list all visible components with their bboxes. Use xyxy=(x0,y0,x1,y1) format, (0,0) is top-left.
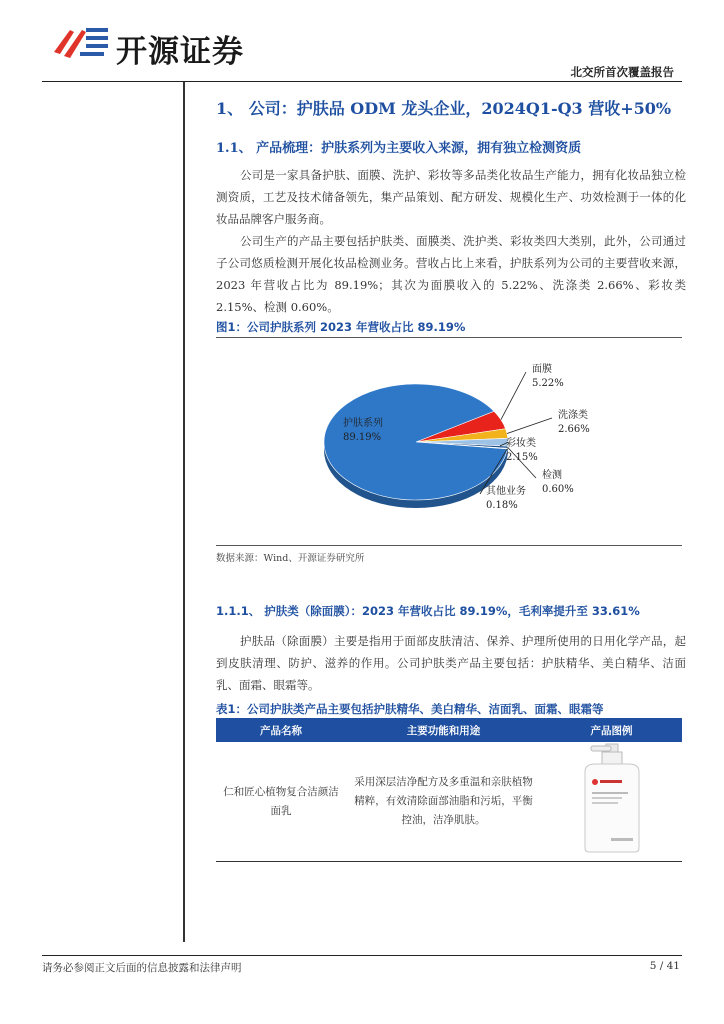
figure-caption: 图1：公司护肤系列 2023 年营收占比 89.19% xyxy=(216,320,466,334)
header-rule xyxy=(42,81,682,82)
col-header-image: 产品图例 xyxy=(541,718,682,742)
pie-leader-line xyxy=(501,372,526,420)
paragraph-text: 公司是一家具备护肤、面膜、洗护、彩妆等多品类化妆品生产能力，拥有化妆品独立检测资质，工艺及技术储备领先，集产品策划、配方研发、规模化生产、功效检测于一体的化妆品品牌客户服务商。 xyxy=(216,168,686,226)
brand-name: 开源证券 xyxy=(116,34,244,70)
table-header-row xyxy=(216,718,682,742)
logo-icon xyxy=(52,22,110,64)
pie-label-name: 洗涤类 xyxy=(558,410,588,421)
pie-label-value: 0.18% xyxy=(486,500,518,511)
report-type: 北交所首次覆盖报告 xyxy=(570,65,674,79)
section-1-1-1-title: 1.1.1、 护肤类（除面膜）：2023 年营收占比 89.19%，毛利率提升至 33.61% xyxy=(216,604,640,618)
pie-label-name: 检测 xyxy=(542,470,562,481)
pie-label-value: 2.66% xyxy=(558,424,590,435)
figure-top-rule xyxy=(216,337,682,338)
intro-paragraph-2 xyxy=(216,230,686,318)
product-image-cell xyxy=(541,742,682,862)
product-description: 采用深层洁净配方及多重温和亲肤植物精粹，有效清除面部油脂和污垢，平衡控油，洁净肌肤。 xyxy=(346,742,541,862)
col-header-function: 主要功能和用途 xyxy=(346,718,541,742)
page-number: 5 / 41 xyxy=(649,960,680,972)
pie-label-value: 5.22% xyxy=(532,378,564,389)
section-1-title: 1、 公司：护肤品 ODM 龙头企业，2024Q1-Q3 营收+50% xyxy=(216,99,672,118)
pie-label-name: 面膜 xyxy=(532,364,552,375)
paragraph-text: 公司生产的产品主要包括护肤类、面膜类、洗护类、彩妆类四大类别，此外，公司通过子公司悠质检测开展化妆品检测业务。营收占比上来看，护肤系列为公司的主要营收来源，2023 年营收占比为 89.19%；其次为面膜收入的 5.22%、洗涤类 2.66%、彩妆类 2.15%、检测 0.60%。 xyxy=(216,234,686,314)
footer-rule xyxy=(42,955,682,956)
pie-leader-line xyxy=(507,418,552,434)
table-caption: 表1：公司护肤类产品主要包括护肤精华、美白精华、洁面乳、面霜、眼霜等 xyxy=(216,702,604,716)
pie-label-name: 其他业务 xyxy=(486,486,526,497)
table-row xyxy=(216,742,682,862)
footer-disclaimer: 请务必参阅正文后面的信息披露和法律声明 xyxy=(42,962,242,974)
intro-paragraph-1 xyxy=(216,164,686,230)
left-margin-bar xyxy=(183,82,185,942)
pie-chart xyxy=(216,340,682,544)
section-1-1-title: 1.1、 产品梳理：护肤系列为主要收入来源，拥有独立检测资质 xyxy=(216,141,582,156)
product-table xyxy=(216,718,682,862)
figure-bottom-rule xyxy=(216,545,682,546)
pie-label-name: 彩妆类 xyxy=(506,438,536,449)
skincare-paragraph xyxy=(216,630,686,696)
pie-label-value: 0.60% xyxy=(542,484,574,495)
product-name: 仁和匠心植物复合洁颜洁面乳 xyxy=(216,742,346,862)
pie-label-value: 2.15% xyxy=(506,452,538,463)
pie-label-value: 89.19% xyxy=(343,432,382,443)
pie-label-name: 护肤系列 xyxy=(343,418,383,429)
col-header-name: 产品名称 xyxy=(216,718,346,742)
figure-source: 数据来源：Wind、开源证券研究所 xyxy=(216,553,365,564)
paragraph-text: 护肤品（除面膜）主要是指用于面部皮肤清洁、保养、护理所使用的日用化学产品，起到皮肤清理、防护、滋养的作用。公司护肤类产品主要包括：护肤精华、美白精华、洁面乳、面霜、眼霜等。 xyxy=(216,634,686,692)
cleanser-bottle-image xyxy=(577,742,647,854)
